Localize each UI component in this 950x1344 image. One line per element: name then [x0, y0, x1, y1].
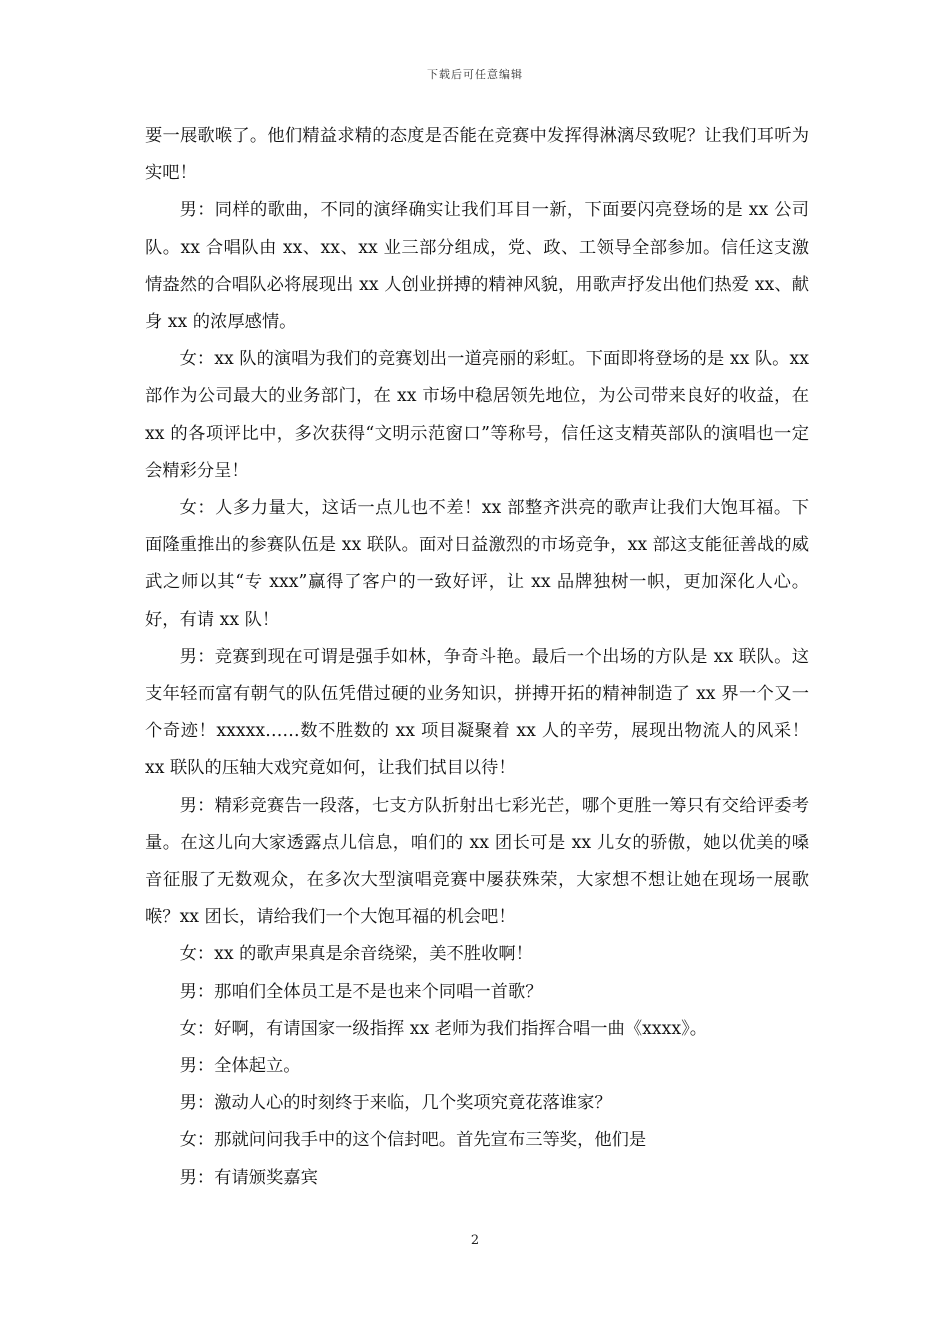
- paragraph-male-stand-up: 男：全体起立。: [179, 1056, 301, 1077]
- paragraph-male-leader-song: 男：精彩竞赛告一段落，七支方队折射出七彩光芒，哪个更胜一筹只有交给评委考量。在这儿向大家透露点儿信息，咱们的 xx 团长可是 xx 儿女的骄傲，她以优美的嗓音征服了无数观众，在多次大型演唱竞赛中屡获殊荣，大家想不想让她在现场一展歌喉？xx 团长，请给我们一个大饱耳福的机会吧！: [145, 795, 809, 928]
- paragraph-female-third-prize: 女：那就问问我手中的这个信封吧。首先宣布三等奖，他们是: [179, 1130, 647, 1151]
- paragraph-female-united-team: 女：人多力量大，这话一点儿也不差！xx 部整齐洪亮的歌声让我们大饱耳福。下面隆重推出的参赛队伍是 xx 联队。面对日益激烈的市场竞争，xx 部这支能征善战的威武之师以其“专 xxx”赢得了客户的一致好评，让 xx 品牌独树一帜，更加深化人心。好，有请 xx 队！: [145, 498, 809, 630]
- document-body: [145, 118, 809, 1197]
- paragraph-female-conductor: 女：好啊，有请国家一级指挥 xx 老师为我们指挥合唱一曲《xxxx》。: [179, 1018, 708, 1039]
- paragraph-male-presenters: 男：有请颁奖嘉宾: [179, 1167, 318, 1188]
- page-header: 下载后可任意编辑: [427, 68, 523, 81]
- page-number: 2: [470, 1233, 480, 1248]
- paragraph-male-awards: 男：激动人心的时刻终于来临，几个奖项究竟花落谁家？: [179, 1093, 612, 1114]
- paragraph-female-praise: 女：xx 的歌声果真是余音绕梁，美不胜收啊！: [179, 944, 533, 965]
- paragraph-male-company-team: 男：同样的歌曲，不同的演绎确实让我们耳目一新，下面要闪亮登场的是 xx 公司队。xx 合唱队由 xx、xx、xx 业三部分组成，党、政、工领导全部参加。信任这支激情盎然的合唱队必将展现出 xx 人创业拼搏的精神风貌，用歌声抒发出他们热爱 xx、献身 xx 的浓厚感情。: [145, 200, 809, 333]
- paragraph-male-sing-together: 男：那咱们全体员工是不是也来个同唱一首歌？: [179, 981, 543, 1002]
- paragraph-female-rainbow: 女：xx 队的演唱为我们的竞赛划出一道亮丽的彩虹。下面即将登场的是 xx 队。xx 部作为公司最大的业务部门，在 xx 市场中稳居领先地位，为公司带来良好的收益，在 xx 的各项评比中，多次获得“文明示范窗口”等称号，信任这支精英部队的演唱也一定会精彩分呈！: [145, 349, 809, 481]
- paragraph-male-final-team: 男：竞赛到现在可谓是强手如林，争奇斗艳。最后一个出场的方队是 xx 联队。这支年轻而富有朝气的队伍凭借过硬的业务知识，拼搏开拓的精神制造了 xx 界一个又一个奇迹！xxxxx……数不胜数的 xx 项目凝聚着 xx 人的辛劳，展现出物流人的风采！xx 联队的压轴大戏究竟如何，让我们拭目以待！: [145, 646, 809, 779]
- paragraph-continued: 要一展歌喉了。他们精益求精的态度是否能在竞赛中发挥得淋漓尽致呢？让我们耳听为实吧！: [145, 126, 809, 184]
